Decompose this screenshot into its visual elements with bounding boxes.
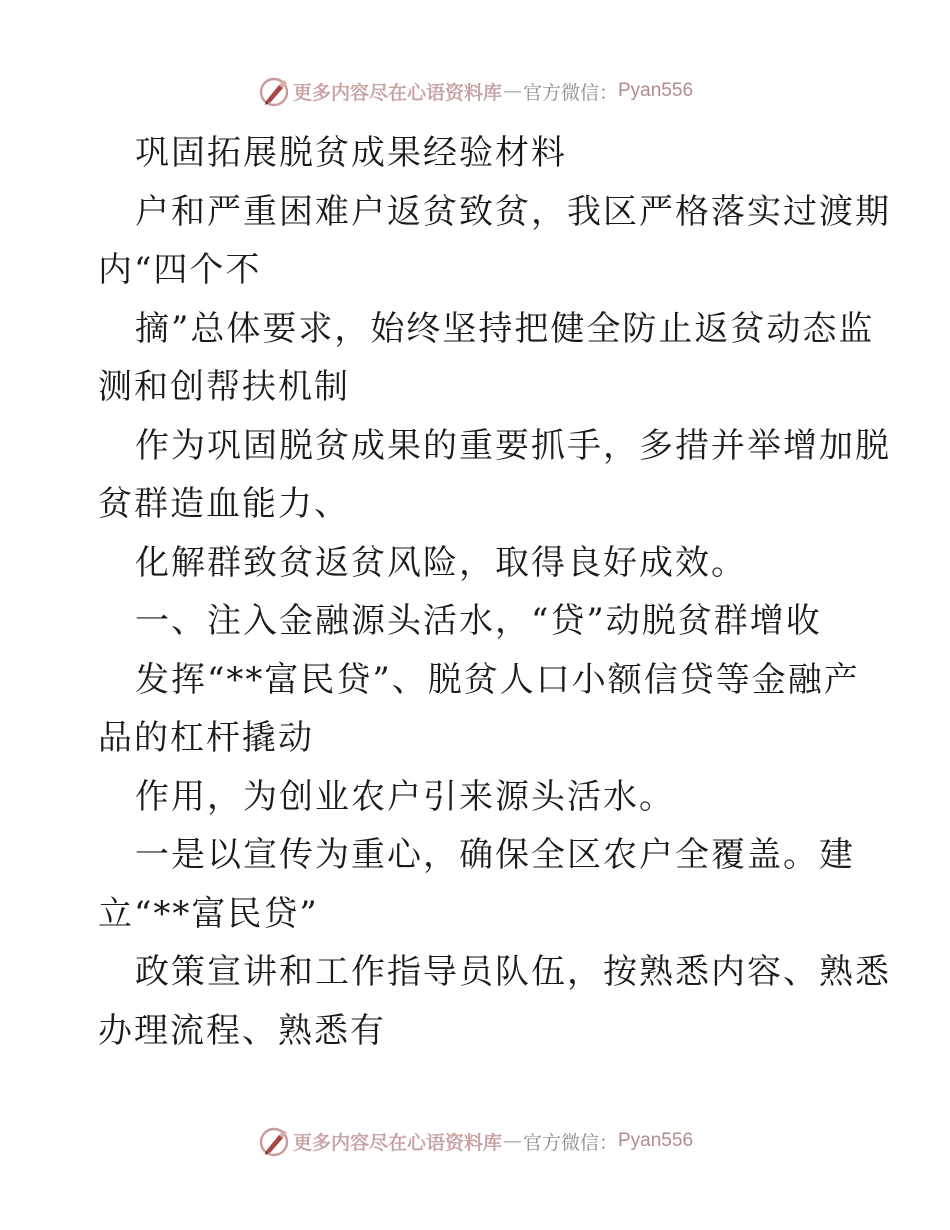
paragraph-line: 作用，为创业农户引来源头活水。 [135,776,675,817]
section-heading: 一、注入金融源头活水，“贷”动脱贫群增收 [135,601,822,641]
paragraph-line: 化解群致贫返贫风险，取得良好成效。 [135,542,747,583]
paragraph-line: 测和创帮扶机制 [98,367,350,407]
watermark-main-text: 更多内容尽在心语资料库 [292,81,502,104]
paragraph-line: 贫群造血能力、 [98,484,350,524]
paragraph-line: 一是以宣传为重心，确保全区农户全覆盖。建 [135,835,855,875]
pen-circle-logo-icon [257,74,291,108]
paragraph-line: 作为巩固脱贫成果的重要抓手，多措并举增加脱 [135,425,891,466]
watermark-sub-text: 官方微信： [522,81,618,104]
paragraph-line: 户和严重困难户返贫致贫，我区严格落实过渡期 [135,191,891,232]
paragraph-line: 发挥“**富民贷”、脱贫人口小额信贷等金融产 [135,659,860,700]
document-title: 巩固拓展脱贫成果经验材料 [135,133,567,173]
watermark-wechat-id: Pyan556 [618,1130,694,1151]
header-watermark [0,71,950,111]
watermark-sub-text: 官方微信： [522,1131,618,1154]
watermark-dash: — [502,80,522,102]
document-body [98,124,891,1060]
pen-circle-logo-icon [257,1124,291,1158]
paragraph-line: 内“四个不 [98,250,262,290]
footer-watermark [0,1121,950,1161]
paragraph-line: 政策宣讲和工作指导员队伍，按熟悉内容、熟悉 [135,952,891,992]
watermark-main-text: 更多内容尽在心语资料库 [292,1131,502,1154]
paragraph-line: 立“**富民贷” [98,893,319,934]
paragraph-line: 品的杠杆撬动 [98,718,314,758]
watermark-dash: — [502,1130,522,1152]
watermark-wechat-id: Pyan556 [618,80,694,101]
paragraph-line: 办理流程、熟悉有 [98,1010,386,1051]
paragraph-line: 摘”总体要求，始终坚持把健全防止返贫动态监 [135,308,875,349]
